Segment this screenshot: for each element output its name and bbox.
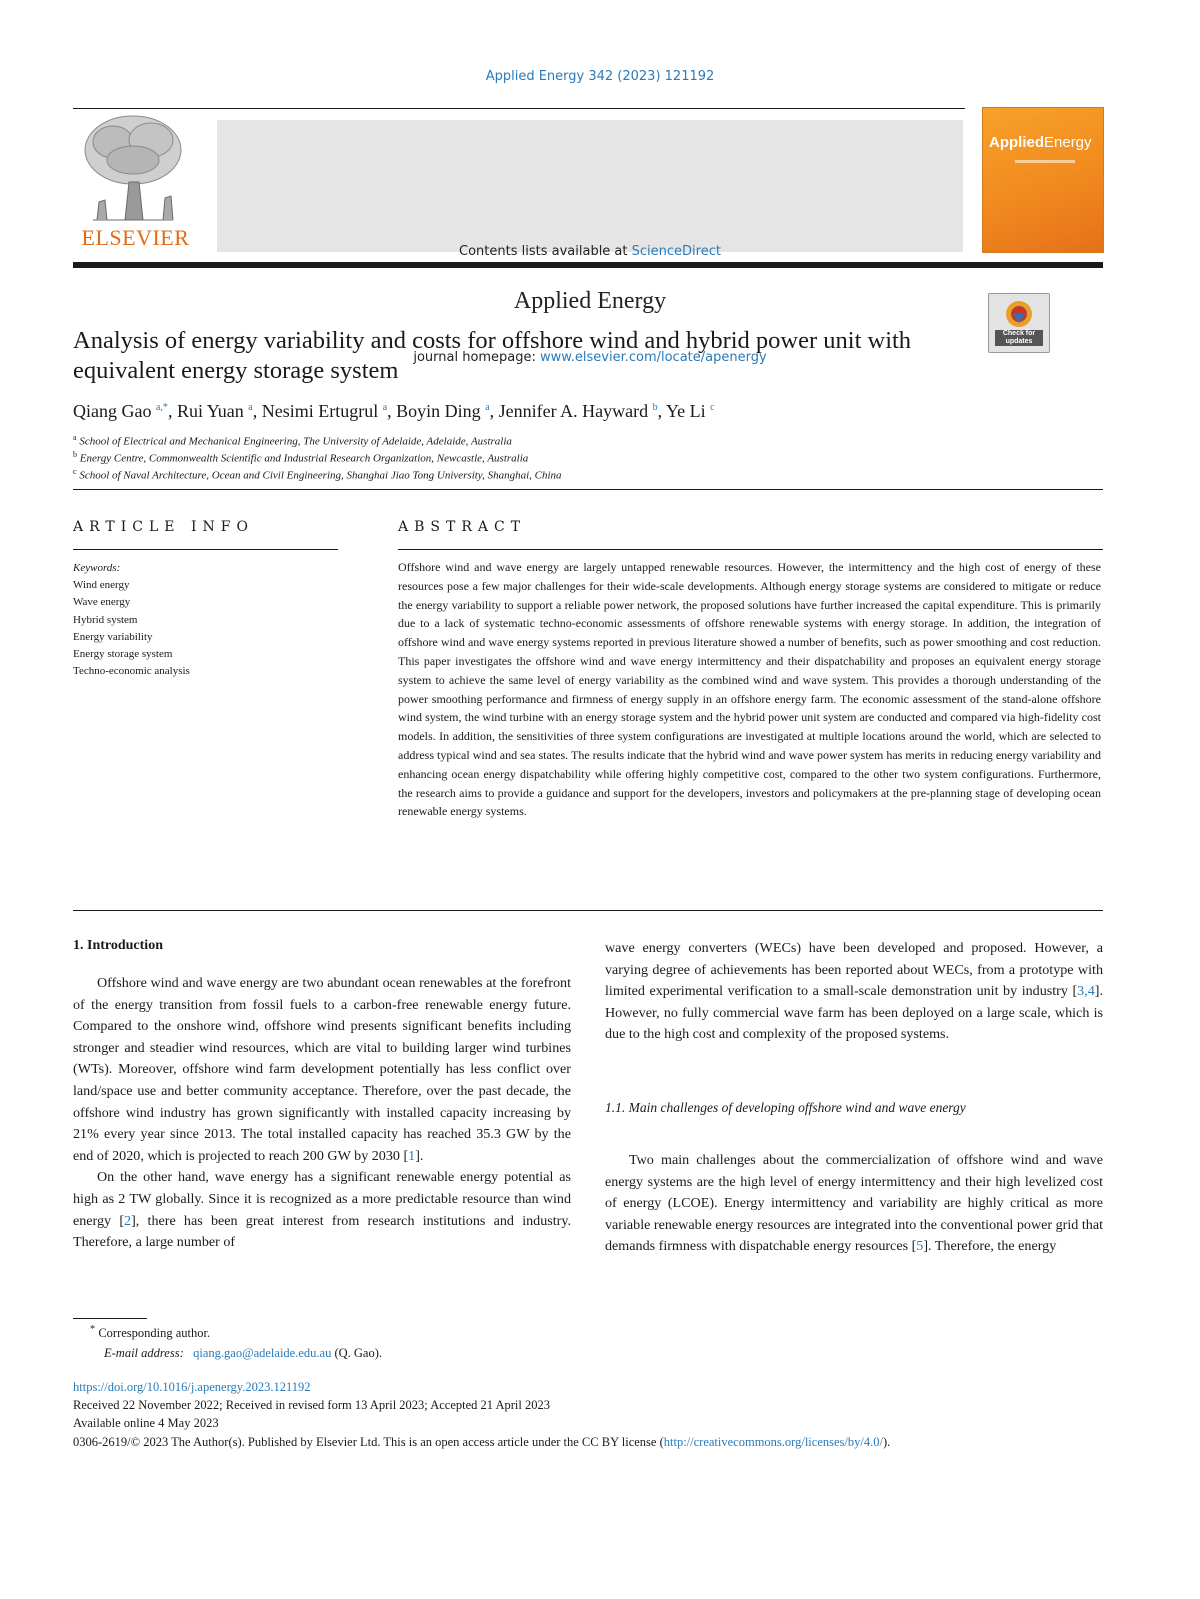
section-heading-introduction: 1. Introduction [73, 938, 163, 953]
journal-name: Applied Energy [513, 288, 667, 314]
keyword: Techno-economic analysis [73, 665, 190, 678]
sciencedirect-link[interactable]: ScienceDirect [631, 244, 721, 259]
contents-prefix: Contents lists available at [459, 244, 632, 259]
article-info-heading: ARTICLE INFO [73, 519, 254, 535]
email-suffix: (Q. Gao). [331, 1346, 383, 1360]
header-thick-rule [73, 262, 1103, 268]
subsection-heading: 1.1. Main challenges of developing offshore wind and wave energy [605, 1100, 966, 1115]
author-name[interactable]: Rui Yuan [176, 401, 244, 421]
journal-reference[interactable]: Applied Energy 342 (2023) 121192 [485, 69, 715, 84]
author-affiliation-marker[interactable]: a [485, 402, 490, 413]
citation-link[interactable]: 2 [124, 1212, 132, 1229]
cover-title-rest: Energy [1044, 134, 1092, 151]
body-column-right-continued [605, 1150, 1103, 1258]
cover-subtitle-bar [1015, 160, 1075, 163]
affiliation-marker: b [73, 450, 77, 459]
affiliation-text: Energy Centre, Commonwealth Scientific and Industrial Research Organization, Newcastle, Australia [79, 452, 529, 465]
affiliation-marker: a [73, 433, 77, 442]
author-list: Qiang Gao $^{a,*}$, Rui Yuan $^a$, Nesimi Ertugrul $^a$, Boyin Ding $^a$, Jennifer A. Hayward $^b$, Ye Li $^c$ [73, 401, 715, 421]
email-link[interactable]: qiang.gao@adelaide.edu.au [193, 1346, 332, 1360]
paragraph-text: wave energy converters (WECs) have been developed and proposed. However, a varying degree of achievements has been reported about WECs, from a prototype with limited experimental verification to a small-scale demonstration unit by industry [ [605, 940, 1103, 1000]
paragraph-text: ]. Therefore, the energy [923, 1238, 1057, 1255]
contents-line [217, 244, 963, 259]
article-info-rule [73, 549, 338, 550]
copyright-line [73, 1435, 890, 1450]
cover-title [989, 134, 1092, 151]
keyword: Energy storage system [73, 648, 173, 661]
keyword: Hybrid system [73, 613, 138, 626]
doi-link[interactable]: https://doi.org/10.1016/j.apenergy.2023.121192 [73, 1380, 311, 1394]
affiliation-marker: c [73, 467, 77, 476]
keyword: Wind energy [73, 579, 130, 592]
keywords-label: Keywords: [73, 562, 121, 574]
check-updates-label: Check for updates [1002, 330, 1036, 345]
corresponding-author-note [90, 1324, 210, 1341]
paragraph [605, 938, 1103, 1046]
paragraph-text: Two main challenges about the commercialization of offshore wind and wave energy systems are the high level of energy intermittency and their high levelized cost of energy (LCOE). Energy intermittency and variability are highly critical as more variable renewable energy resources are integrated into the conventional power grid that demands firmness with dispatchable energy resources [ [605, 1152, 1103, 1255]
paragraph [73, 1167, 571, 1253]
abstract-rule [398, 549, 1103, 550]
email-note [104, 1346, 382, 1361]
paragraph [73, 973, 571, 1167]
keyword: Wave energy [73, 596, 131, 609]
abstract-text: Offshore wind and wave energy are largely untapped renewable resources. However, the intermittency and the high cost of energy of these resources pose a few major challenges for their wide-scale developments. Although energy storage systems are considered to mitigate or reduce the energy variability to support a reliable power network, the proposed solutions have further increased the capital expenditure. This is primarily due to a lack of systematic techno-economic assessments of offshore renewable systems with energy storage. In addition, the integration of offshore wind and wave energy systems reported in previous literature showed a number of benefits, such as power smoothing and cost reduction. This paper investigates the offshore wind and wave energy intermittency and their dispatchability and proposes an equivalent energy storage system to achieve the same level of energy variability as the combined wind and wave system. This provides a thorough understanding of the power smoothing performance and firmness of energy supply in an offshore energy farm. The economic assessment of the stand-alone offshore wind system, the wind turbine with an energy storage system and the hybrid power unit system are conducted and compared via high-fidelity cost models. In addition, the sensitivities of three system configurations are investigated at multiple locations around the world, which are selected to address typical wind and sea states. The results indicate that the hybrid wind and wave power system has merits in reducing energy variability and enhancing ocean energy dispatchability while offering highly competitive cost, compared to the other two system configurations. Furthermore, the research aims to provide a guidance and support for the developers, investors and policymakers at the pre-planning stage of developing ocean renewable energy systems. [398, 560, 1101, 819]
available-online: Available online 4 May 2023 [73, 1416, 219, 1430]
body-column-left [73, 973, 571, 1254]
author-affiliation-marker[interactable]: a [248, 402, 253, 413]
footnote-text: Corresponding author. [95, 1326, 211, 1341]
affiliation-c [73, 467, 562, 482]
journal-cover[interactable] [983, 108, 1103, 252]
keywords-block [73, 560, 190, 680]
footnote-marker: * [90, 1324, 96, 1335]
check-for-updates-button[interactable] [988, 293, 1050, 353]
paragraph-text: ]. However, no fully commercial wave farm has been deployed on a large scale, which is due to the high cost and complexity of the proposed systems. [605, 983, 1103, 1043]
elsevier-tree-icon [73, 112, 198, 224]
paragraph-text: ], there has been great interest from research institutions and industry. Therefore, a large number of [73, 1212, 571, 1251]
author-affiliation-marker[interactable]: a,* [155, 402, 168, 413]
cover-title-bold: Applied [989, 134, 1044, 151]
affiliation-text: School of Naval Architecture, Ocean and Civil Engineering, Shanghai Jiao Tong University, Shanghai, China [79, 469, 562, 482]
affiliation-b [73, 450, 528, 465]
author-name[interactable]: Qiang Gao [73, 401, 152, 421]
affiliation-rule [73, 489, 1103, 490]
received-dates: Received 22 November 2022; Received in revised form 13 April 2023; Accepted 21 April 2023 [73, 1398, 550, 1412]
elsevier-logo[interactable] [73, 112, 198, 252]
email-label: E-mail address: [104, 1346, 184, 1360]
citation-link[interactable]: 5 [916, 1238, 924, 1255]
paragraph [605, 1150, 1103, 1258]
author-affiliation-marker[interactable]: c [710, 402, 715, 413]
author-name[interactable]: Boyin Ding [396, 401, 481, 421]
affiliation-a [73, 433, 512, 448]
homepage-link[interactable]: www.elsevier.com/locate/apenergy [540, 350, 767, 365]
author-name[interactable]: Jennifer A. Hayward [498, 401, 649, 421]
citation-link[interactable]: 1 [408, 1147, 416, 1164]
homepage-prefix: journal homepage: [413, 350, 541, 365]
affiliation-text: School of Electrical and Mechanical Engineering, The University of Adelaide, Adelaide, Australia [79, 435, 512, 448]
footnote-rule [73, 1318, 147, 1319]
citation-link[interactable]: 3,4 [1077, 983, 1095, 1000]
license-link[interactable]: http://creativecommons.org/licenses/by/4.0/ [663, 1435, 883, 1449]
header-rule [73, 108, 965, 109]
author-name[interactable]: Nesimi Ertugrul [261, 401, 379, 421]
copyright-text: ). [882, 1435, 891, 1449]
abstract-heading: ABSTRACT [398, 519, 527, 535]
author-affiliation-marker[interactable]: b [652, 402, 658, 413]
author-name[interactable]: Ye Li [665, 401, 706, 421]
body-column-right [605, 938, 1103, 1046]
paragraph-text: On the other hand, wave energy has a significant renewable energy potential as high as 2 TW globally. Since it is recognized as a more predictable resource than wind energy [ [73, 1169, 571, 1229]
paragraph-text: Offshore wind and wave energy are two abundant ocean renewables at the forefront of the energy transition from fossil fuels to a carbon-free renewable energy future. Compared to the onshore wind, offshore wind presents significant benefits including stronger and steadier wind resources, which are vital to building larger wind turbines (WTs). Moreover, offshore wind farm development potentially has less conflict over land/space use and better community acceptance. Therefore, over the past decade, the offshore wind industry has grown significantly with installed capacity increasing by 21% every year since 2013. The total installed capacity has reached 35.3 GW by the end of 2020, which is projected to reach 200 GW by 2030 [ [73, 975, 571, 1164]
abstract-bottom-rule [73, 910, 1103, 911]
copyright-text: 0306-2619/© 2023 The Author(s). Published by Elsevier Ltd. This is an open access article under the CC BY license ( [73, 1435, 664, 1449]
paragraph-text: ]. [415, 1147, 424, 1164]
author-affiliation-marker[interactable]: a [382, 402, 388, 413]
elsevier-wordmark: ELSEVIER [81, 225, 190, 250]
keyword: Energy variability [73, 630, 153, 643]
article-title: Analysis of energy variability and costs for offshore wind and hybrid power unit with equivalent energy storage system [73, 327, 912, 384]
